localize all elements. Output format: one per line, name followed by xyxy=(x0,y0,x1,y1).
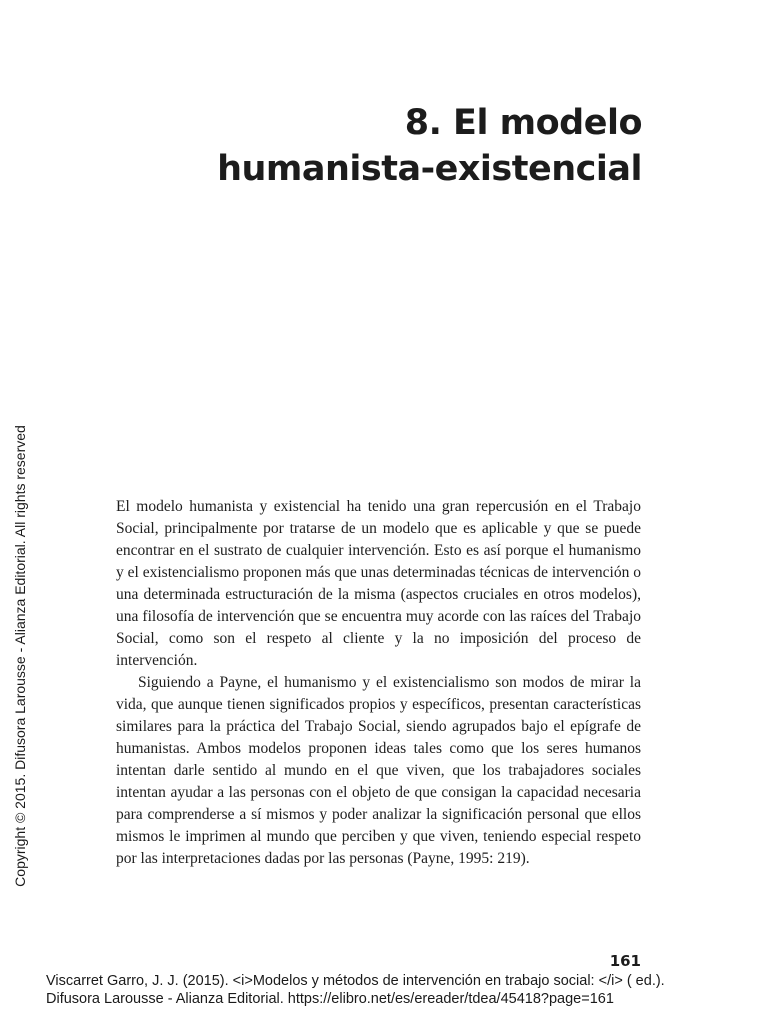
chapter-title xyxy=(217,100,642,192)
copyright-text: Copyright © 2015. Difusora Larousse - Alianza Editorial. All rights reserved xyxy=(12,425,28,887)
page-number: 161 xyxy=(609,952,641,970)
citation-line-2: Difusora Larousse - Alianza Editorial. https://elibro.net/es/ereader/tdea/45418?page=161 xyxy=(46,991,614,1007)
chapter-title-line-2: humanista-existencial xyxy=(217,149,642,189)
chapter-title-line-1: 8. El modelo xyxy=(404,103,642,143)
citation-footer xyxy=(46,972,746,1008)
body-text xyxy=(116,496,641,870)
citation-line-1: Viscarret Garro, J. J. (2015). <i>Modelos y métodos de intervención en trabajo social: </i> ( ed.). xyxy=(46,973,665,989)
paragraph-1: El modelo humanista y existencial ha tenido una gran repercusión en el Trabajo Social, principalmente por tratarse de un modelo que es aplicable y que se puede encontrar en el sustrato de cualquier intervención. Esto es así porque el humanismo y el existencialismo proponen más que unas determinadas técnicas de intervención o una determinada estructuración de la misma (aspectos cruciales en otros modelos), una filosofía de intervención que se encuentra muy acorde con las raíces del Trabajo Social, como son el respeto al cliente y la no imposición del proceso de intervención. xyxy=(116,498,641,669)
paragraph-2: Siguiendo a Payne, el humanismo y el existencialismo son modos de mirar la vida, que aunque tienen significados propios y específicos, presentan características similares para la práctica del Trabajo Social, siendo agrupados bajo el epígrafe de humanistas. Ambos modelos proponen ideas tales como que los seres humanos intentan darle sentido al mundo en el que viven, que los trabajadores sociales intentan ayudar a las personas con el objeto de que consigan la capacidad necesaria para comprenderse a sí mismos y poder analizar la significación personal que ellos mismos le imprimen al mundo que perciben y que viven, teniendo especial respeto por las interpretaciones dadas por las personas (Payne, 1995: 219). xyxy=(116,674,641,867)
side-copyright-notice xyxy=(10,0,30,1024)
